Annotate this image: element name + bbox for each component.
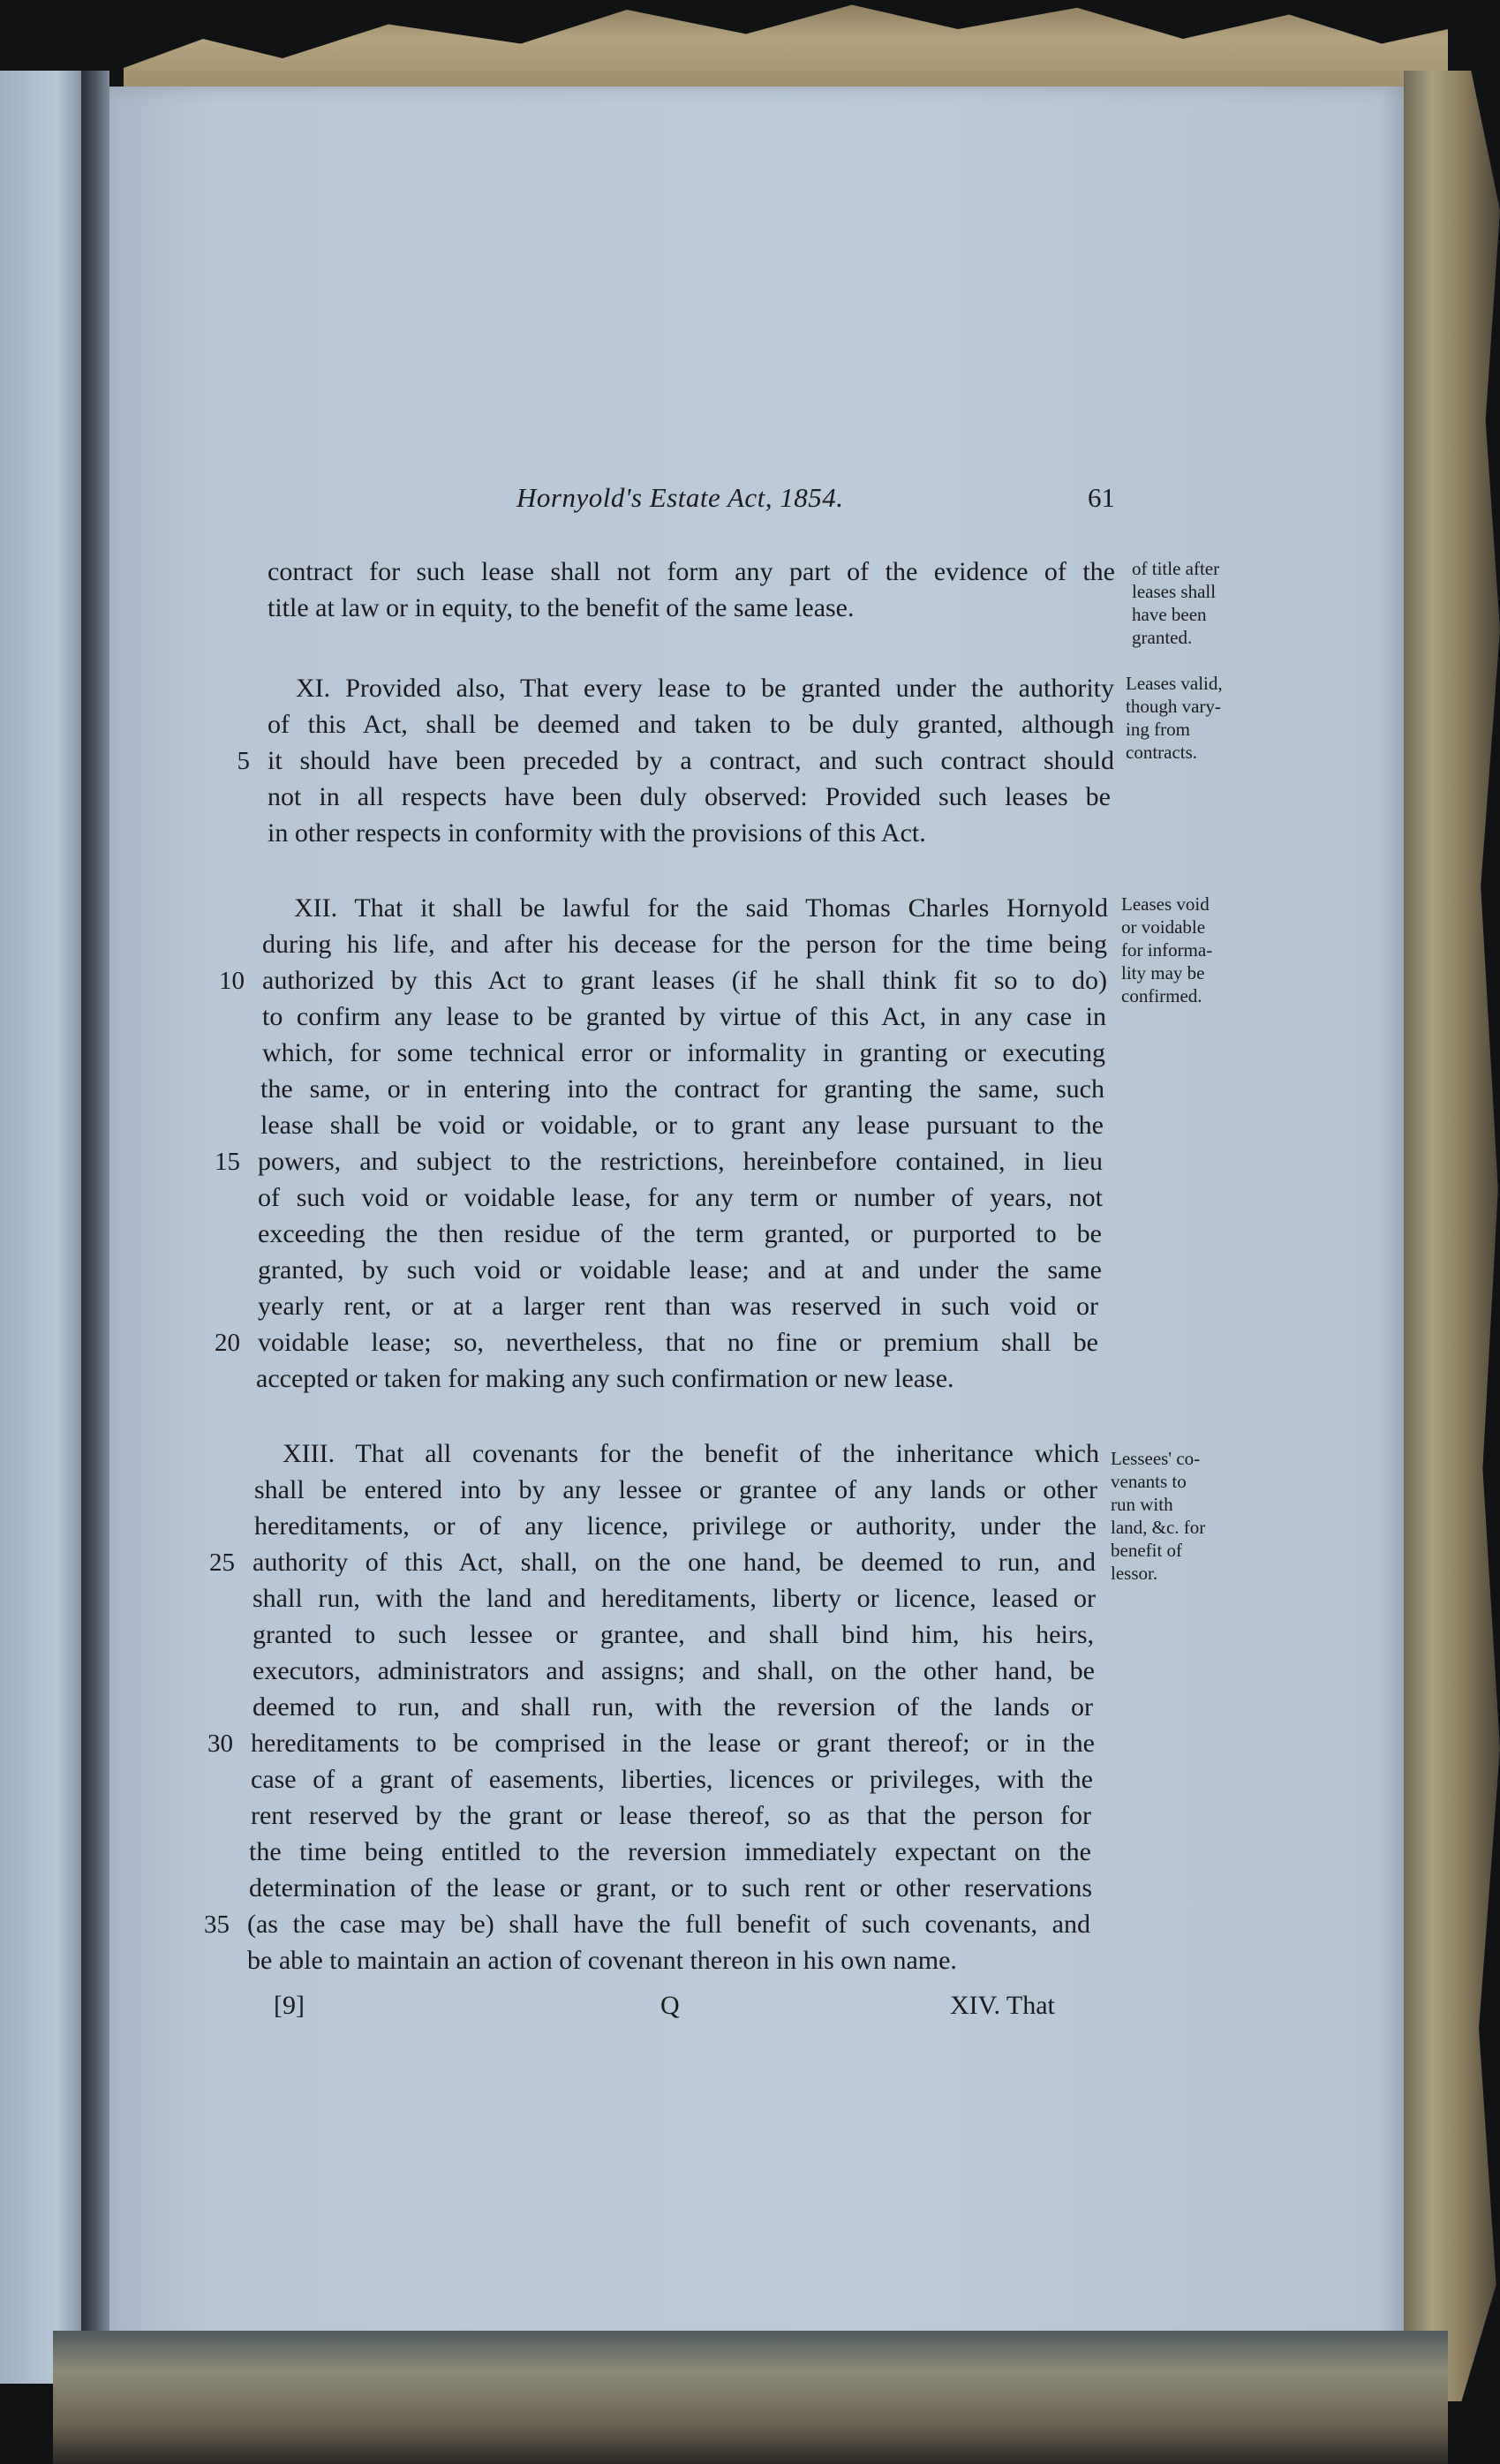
text-line: be able to maintain an action of covenant thereon in his own name. xyxy=(247,1946,957,1975)
text-line: exceeding the then residue of the term granted, or purported to be xyxy=(258,1219,1102,1248)
line-number: 15 xyxy=(215,1148,240,1176)
margin-note-line: confirmed. xyxy=(1121,985,1202,1006)
margin-note-line: granted. xyxy=(1132,627,1193,648)
text-line: shall be entered into by any lessee or grantee of any lands or other xyxy=(254,1475,1097,1504)
text-line: yearly rent, or at a larger rent than was reserved in such void or xyxy=(258,1292,1098,1321)
margin-note-line: have been xyxy=(1132,604,1207,625)
margin-note-line: or voidable xyxy=(1121,916,1206,938)
margin-note-line: Leases valid, xyxy=(1126,673,1223,694)
text-line: voidable lease; so, nevertheless, that no fine or premium shall be xyxy=(258,1328,1098,1357)
text-line: XI. Provided also, That every lease to be granted under the authority xyxy=(296,674,1114,703)
text-line: executors, administrators and assigns; and shall, on the other hand, be xyxy=(253,1656,1095,1685)
margin-note-line: venants to xyxy=(1111,1471,1187,1492)
margin-note-line: for informa- xyxy=(1121,939,1213,961)
text-line: powers, and subject to the restrictions, hereinbefore contained, in lieu xyxy=(258,1147,1103,1176)
text-line: of such void or voidable lease, for any term or number of years, not xyxy=(258,1183,1103,1212)
margin-note-line: of title after xyxy=(1132,558,1220,579)
text-line: case of a grant of easements, liberties, licences or privileges, with the xyxy=(251,1765,1093,1794)
text-line: granted to such lessee or grantee, and shall bind him, his heirs, xyxy=(253,1620,1094,1649)
text-line: deemed to run, and shall run, with the reversion of the lands or xyxy=(253,1692,1093,1722)
text-line: hereditaments to be comprised in the lease or grant thereof; or in the xyxy=(251,1729,1095,1758)
text-line: in other respects in conformity with the provisions of this Act. xyxy=(268,818,926,848)
text-line: contract for such lease shall not form any part of the evidence of the xyxy=(268,557,1115,586)
margin-note-line: Leases void xyxy=(1121,893,1210,915)
line-number: 10 xyxy=(219,967,245,995)
text-line: during his life, and after his decease for the person for the time being xyxy=(262,930,1107,959)
line-number: 35 xyxy=(204,1910,230,1939)
text-line: to confirm any lease to be granted by virtue of this Act, in any case in xyxy=(262,1002,1106,1031)
text-line: determination of the lease or grant, or to such rent or other reservations xyxy=(249,1873,1092,1903)
text-line: the time being entitled to the reversion immediately expectant on the xyxy=(249,1837,1091,1866)
margin-note-line: benefit of xyxy=(1111,1540,1183,1561)
text-line: hereditaments, or of any licence, privilege or authority, under the xyxy=(254,1511,1097,1541)
signature-letter: Q xyxy=(660,1991,680,2020)
text-line: not in all respects have been duly observed: Provided such leases be xyxy=(268,782,1111,811)
text-line: granted, by such void or voidable lease; and at and under the same xyxy=(258,1255,1102,1285)
margin-note-line: leases shall xyxy=(1132,581,1217,602)
text-line: authorized by this Act to grant leases (if he shall think fit so to do) xyxy=(262,966,1107,995)
text-line: shall run, with the land and hereditaments, liberty or licence, leased or xyxy=(253,1584,1096,1613)
line-number: 5 xyxy=(237,747,250,775)
margin-note-line: lessor. xyxy=(1111,1563,1158,1584)
line-number: 30 xyxy=(207,1729,233,1758)
margin-note-line: lity may be xyxy=(1121,962,1205,983)
running-title: Hornyold's Estate Act, 1854. xyxy=(516,482,844,513)
margin-note-line: Lessees' co- xyxy=(1111,1448,1201,1469)
text-line: title at law or in equity, to the benefit of the same lease. xyxy=(268,593,855,622)
text-line: (as the case may be) shall have the full benefit of such covenants, and xyxy=(247,1910,1090,1939)
text-line: of this Act, shall be deemed and taken to be duly granted, although xyxy=(268,710,1114,739)
line-number: 20 xyxy=(215,1329,240,1357)
margin-note-line: land, &c. for xyxy=(1111,1517,1206,1538)
text-line: which, for some technical error or informality in granting or executing xyxy=(262,1038,1105,1067)
line-number: 25 xyxy=(209,1548,235,1577)
page-number: 61 xyxy=(1088,482,1115,513)
signature-mark: [9] xyxy=(274,1991,305,2020)
text-line: rent reserved by the grant or lease thereof, so as that the person for xyxy=(251,1801,1091,1830)
margin-note-line: contracts. xyxy=(1126,742,1198,763)
text-line: authority of this Act, shall, on the one hand, be deemed to run, and xyxy=(253,1548,1096,1577)
text-line: XII. That it shall be lawful for the said Thomas Charles Hornyold xyxy=(294,893,1108,923)
text-line: lease shall be void or voidable, or to grant any lease pursuant to the xyxy=(260,1111,1104,1140)
margin-note-line: though vary- xyxy=(1126,696,1221,717)
catchword: XIV. That xyxy=(950,1991,1055,2020)
text-line: it should have been preceded by a contract, and such contract should xyxy=(268,746,1114,775)
text-line: XIII. That all covenants for the benefit of the inheritance which xyxy=(283,1439,1099,1468)
margin-note-line: ing from xyxy=(1126,719,1190,740)
text-line: accepted or taken for making any such confirmation or new lease. xyxy=(256,1364,954,1393)
text-line: the same, or in entering into the contract for granting the same, such xyxy=(260,1074,1104,1104)
margin-note-line: run with xyxy=(1111,1494,1173,1515)
